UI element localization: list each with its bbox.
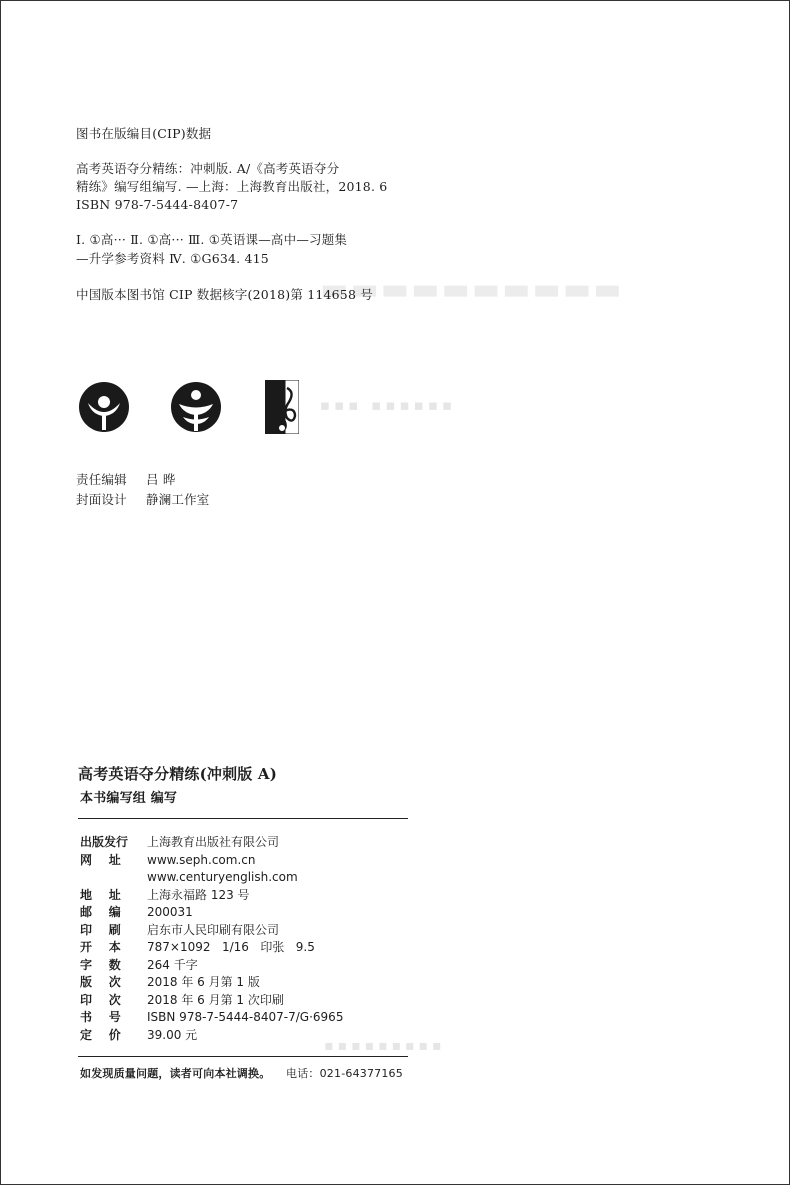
- info-row-value: 39.00 元: [147, 1027, 198, 1042]
- cip-entry-line: 高考英语夺分精练：冲刺版. A/《高考英语夺分: [76, 161, 340, 176]
- info-row-value: 787×1092 1/16 印张 9.5: [147, 940, 315, 954]
- info-row-value: 2018 年 6 月第 1 版: [147, 975, 260, 989]
- info-row-label: 印 刷: [80, 922, 121, 937]
- cip-entry-line: 精练》编写组编写. —上海：上海教育出版社，2018. 6: [76, 179, 388, 194]
- bleed-through-ghost-publisher: ▪▪▪▪▪▪▪▪▪: [320, 1038, 442, 1054]
- cip-subject-line: Ⅰ. ①高··· Ⅱ. ①高··· Ⅲ. ①英语课—高中—习题集: [76, 232, 348, 247]
- cip-entry-line: ISBN 978-7-5444-8407-7: [76, 197, 239, 212]
- cip-subject-line: —升学参考资料 Ⅳ. ①G634. 415: [76, 251, 269, 266]
- book-title: 高考英语夺分精练(冲刺版 A): [78, 765, 278, 783]
- info-row-label: 开 本: [80, 940, 121, 954]
- info-row-value: 启东市人民印刷有限公司: [147, 922, 280, 937]
- publisher-logo-2-icon: [170, 381, 222, 433]
- publisher-logo-1-icon: [78, 381, 130, 433]
- info-row-label: 网 址: [80, 852, 121, 867]
- info-row-label: 印 次: [80, 992, 121, 1007]
- info-row-label: 地 址: [80, 887, 121, 902]
- credit-label: 责任编辑: [76, 472, 127, 487]
- cip-heading: 图书在版编目(CIP)数据: [76, 126, 212, 141]
- bottom-divider: [78, 1056, 408, 1057]
- quality-notice: 如发现质量问题，读者可向本社调换。: [80, 1067, 271, 1080]
- info-row-value: 上海教育出版社有限公司: [147, 835, 280, 849]
- book-author: 本书编写组 编写: [80, 791, 178, 806]
- info-row-label: 版 次: [80, 975, 121, 989]
- info-row-value: www.seph.com.cn: [147, 852, 256, 867]
- info-row-value: 上海永福路 123 号: [147, 887, 250, 902]
- bleed-through-ghost-author: ▪▪▪▪▪▪ ▪▪▪: [316, 396, 453, 414]
- credit-label: 封面设计: [76, 492, 127, 507]
- info-row-label: 邮 编: [80, 905, 121, 919]
- info-row-label: 定 价: [80, 1027, 121, 1042]
- info-row-value: 2018 年 6 月第 1 次印刷: [147, 992, 284, 1007]
- info-row-label: 书 号: [80, 1010, 121, 1024]
- credit-value: 吕 晔: [146, 472, 176, 487]
- music-clef-logo-icon: [265, 380, 299, 434]
- info-row-label: 出版发行: [80, 835, 129, 849]
- contact-phone: 电话：021-64377165: [286, 1067, 403, 1080]
- bleed-through-ghost-title: ▬▬▬▬▬▬▬▬▬▬: [318, 272, 622, 307]
- info-row-value: ISBN 978-7-5444-8407-7/G·6965: [147, 1010, 344, 1024]
- top-divider: [78, 818, 408, 819]
- cip-record-line: 中国版本图书馆 CIP 数据核字(2018)第 114658 号: [76, 287, 373, 302]
- info-row-label: 字 数: [80, 957, 121, 972]
- info-row-value: 264 千字: [147, 957, 198, 972]
- info-row-value: www.centuryenglish.com: [147, 870, 298, 884]
- info-row-value: 200031: [147, 905, 193, 919]
- credit-value: 静澜工作室: [146, 492, 210, 507]
